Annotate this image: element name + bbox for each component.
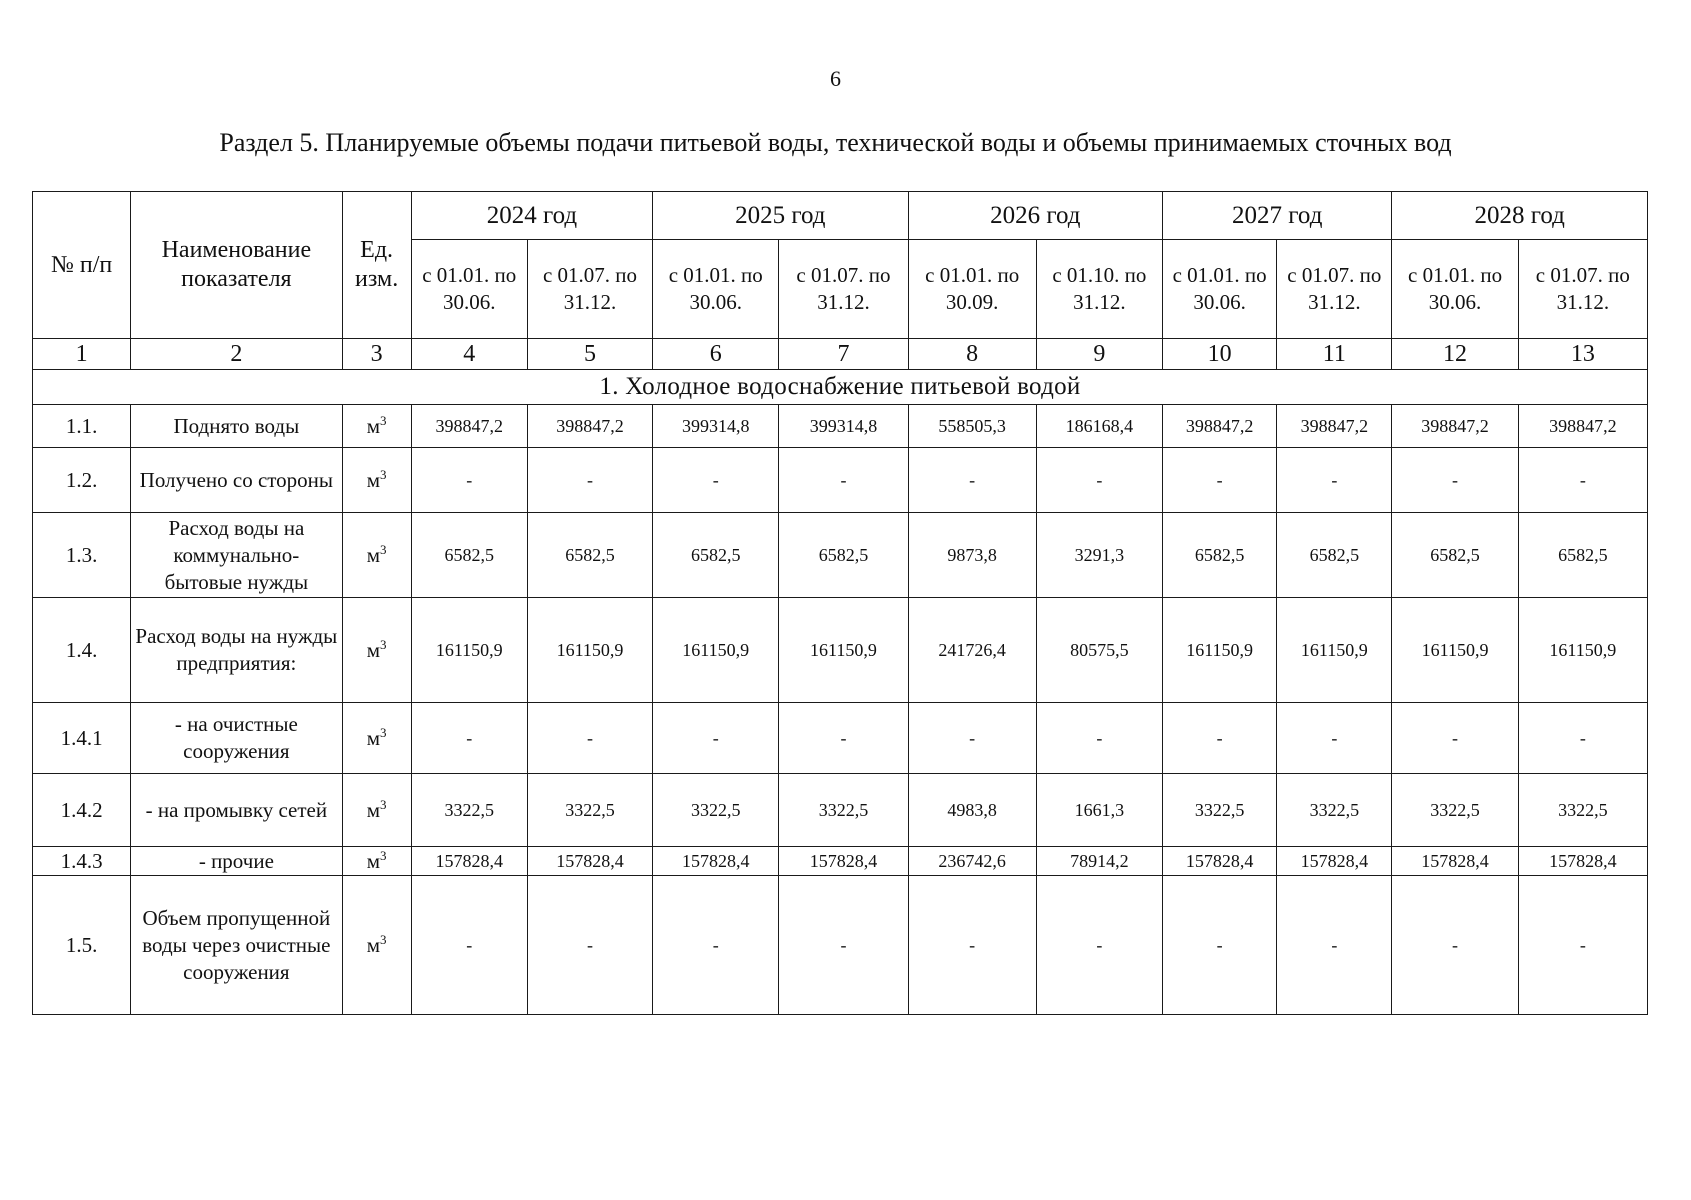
unit-exponent: 3: [380, 467, 387, 482]
value-cell: 6582,5: [527, 513, 652, 598]
unit-exponent: 3: [380, 725, 387, 740]
value-cell: 3322,5: [653, 774, 779, 847]
row-name: Поднято воды: [131, 405, 342, 448]
value-cell: 3322,5: [411, 774, 527, 847]
value-cell: 3291,3: [1036, 513, 1162, 598]
table-row: [33, 703, 1648, 774]
value-cell: -: [1392, 703, 1518, 774]
value-cell: -: [1277, 448, 1392, 513]
value-cell: 4983,8: [908, 774, 1036, 847]
header-year-2028: 2028 год: [1392, 192, 1648, 240]
value-cell: 3322,5: [779, 774, 908, 847]
unit-base: м: [366, 543, 380, 567]
header-unit: Ед. изм.: [342, 192, 411, 339]
row-name: - на промывку сетей: [131, 774, 342, 847]
row-code: 1.4.3: [33, 847, 131, 876]
value-cell: 161150,9: [653, 598, 779, 703]
row-unit: [342, 405, 411, 448]
page-number: 6: [830, 66, 841, 91]
value-cell: 80575,5: [1036, 598, 1162, 703]
value-cell: -: [527, 703, 652, 774]
row-code: 1.4.: [33, 598, 131, 703]
unit-exponent: 3: [380, 542, 387, 557]
column-number: 7: [779, 339, 908, 370]
value-cell: 161150,9: [1163, 598, 1277, 703]
value-cell: -: [1518, 703, 1647, 774]
value-cell: -: [411, 448, 527, 513]
column-number: 8: [908, 339, 1036, 370]
value-cell: -: [1518, 876, 1647, 1015]
value-cell: -: [908, 703, 1036, 774]
value-cell: 186168,4: [1036, 405, 1162, 448]
row-code: 1.4.2: [33, 774, 131, 847]
value-cell: 161150,9: [1392, 598, 1518, 703]
header-year-2025: 2025 год: [653, 192, 908, 240]
header-name: Наименование показателя: [131, 192, 342, 339]
value-cell: 1661,3: [1036, 774, 1162, 847]
value-cell: 236742,6: [908, 847, 1036, 876]
value-cell: -: [1163, 876, 1277, 1015]
value-cell: 161150,9: [527, 598, 652, 703]
value-cell: 398847,2: [411, 405, 527, 448]
header-year-2024: 2024 год: [411, 192, 652, 240]
data-rows: [33, 405, 1648, 1015]
section-heading: 1. Холодное водоснабжение питьевой водой: [33, 370, 1648, 405]
value-cell: 3322,5: [1518, 774, 1647, 847]
value-cell: 6582,5: [1163, 513, 1277, 598]
header-period: с 01.07. по 31.12.: [527, 240, 652, 339]
water-volumes-table: [32, 191, 1648, 1015]
value-cell: 398847,2: [1518, 405, 1647, 448]
table-row: [33, 847, 1648, 876]
column-number: 4: [411, 339, 527, 370]
header-period: с 01.01. по 30.06.: [411, 240, 527, 339]
value-cell: 157828,4: [1518, 847, 1647, 876]
value-cell: 3322,5: [1163, 774, 1277, 847]
value-cell: -: [1277, 703, 1392, 774]
row-name: - на очистные сооружения: [131, 703, 342, 774]
unit-base: м: [366, 468, 380, 492]
header-period: с 01.07. по 31.12.: [1518, 240, 1647, 339]
value-cell: -: [779, 703, 908, 774]
row-code: 1.1.: [33, 405, 131, 448]
row-unit: [342, 876, 411, 1015]
unit-base: м: [366, 414, 380, 438]
column-number: 2: [131, 339, 342, 370]
value-cell: 157828,4: [1163, 847, 1277, 876]
value-cell: 6582,5: [411, 513, 527, 598]
value-cell: 6582,5: [1518, 513, 1647, 598]
value-cell: 161150,9: [1277, 598, 1392, 703]
value-cell: 3322,5: [1392, 774, 1518, 847]
section-heading-row: [33, 370, 1648, 405]
value-cell: 157828,4: [527, 847, 652, 876]
table-row: [33, 448, 1648, 513]
header-period: с 01.01. по 30.09.: [908, 240, 1036, 339]
table-row: [33, 876, 1648, 1015]
column-number: 13: [1518, 339, 1647, 370]
row-name: Расход воды на нужды предприятия:: [131, 598, 342, 703]
header-row-years: [33, 192, 1648, 240]
column-number: 9: [1036, 339, 1162, 370]
row-code: 1.2.: [33, 448, 131, 513]
value-cell: 161150,9: [411, 598, 527, 703]
unit-base: м: [366, 849, 380, 873]
table-row: [33, 405, 1648, 448]
value-cell: 3322,5: [1277, 774, 1392, 847]
unit-exponent: 3: [380, 932, 387, 947]
row-unit: [342, 448, 411, 513]
value-cell: 398847,2: [1392, 405, 1518, 448]
column-number: 12: [1392, 339, 1518, 370]
header-period: с 01.01. по 30.06.: [653, 240, 779, 339]
value-cell: 157828,4: [1392, 847, 1518, 876]
value-cell: 398847,2: [527, 405, 652, 448]
value-cell: 157828,4: [653, 847, 779, 876]
value-cell: 157828,4: [779, 847, 908, 876]
value-cell: -: [653, 448, 779, 513]
value-cell: 161150,9: [1518, 598, 1647, 703]
value-cell: 398847,2: [1277, 405, 1392, 448]
value-cell: -: [411, 876, 527, 1015]
row-name: Расход воды на коммунально-бытовые нужды: [131, 513, 342, 598]
row-name: Получено со стороны: [131, 448, 342, 513]
value-cell: -: [908, 876, 1036, 1015]
value-cell: -: [1036, 448, 1162, 513]
value-cell: -: [653, 703, 779, 774]
value-cell: 157828,4: [411, 847, 527, 876]
value-cell: 6582,5: [653, 513, 779, 598]
row-unit: [342, 847, 411, 876]
unit-base: м: [366, 638, 380, 662]
value-cell: 6582,5: [779, 513, 908, 598]
unit-base: м: [366, 933, 380, 957]
row-unit: [342, 598, 411, 703]
column-number: 10: [1163, 339, 1277, 370]
value-cell: -: [1036, 876, 1162, 1015]
row-code: 1.4.1: [33, 703, 131, 774]
value-cell: -: [908, 448, 1036, 513]
value-cell: -: [527, 448, 652, 513]
unit-base: м: [366, 726, 380, 750]
value-cell: -: [1277, 876, 1392, 1015]
header-period: с 01.07. по 31.12.: [1277, 240, 1392, 339]
value-cell: -: [1163, 448, 1277, 513]
unit-base: м: [366, 798, 380, 822]
header-period: с 01.01. по 30.06.: [1163, 240, 1277, 339]
column-number-row: [33, 339, 1648, 370]
value-cell: -: [1036, 703, 1162, 774]
unit-exponent: 3: [380, 848, 387, 863]
value-cell: -: [1392, 448, 1518, 513]
value-cell: -: [1392, 876, 1518, 1015]
row-unit: [342, 774, 411, 847]
column-number: 1: [33, 339, 131, 370]
table-row: [33, 774, 1648, 847]
row-code: 1.3.: [33, 513, 131, 598]
value-cell: -: [1163, 703, 1277, 774]
value-cell: 157828,4: [1277, 847, 1392, 876]
value-cell: 161150,9: [779, 598, 908, 703]
row-name: - прочие: [131, 847, 342, 876]
value-cell: -: [1518, 448, 1647, 513]
header-year-2027: 2027 год: [1163, 192, 1392, 240]
value-cell: 241726,4: [908, 598, 1036, 703]
section-title: Раздел 5. Планируемые объемы подачи питьевой воды, технической воды и объемы принимаемых сточных вод: [219, 128, 1452, 157]
value-cell: 78914,2: [1036, 847, 1162, 876]
value-cell: 399314,8: [653, 405, 779, 448]
value-cell: 9873,8: [908, 513, 1036, 598]
column-number: 6: [653, 339, 779, 370]
value-cell: 398847,2: [1163, 405, 1277, 448]
row-name: Объем пропущенной воды через очистные сооружения: [131, 876, 342, 1015]
column-number: 11: [1277, 339, 1392, 370]
column-number: 5: [527, 339, 652, 370]
column-number: 3: [342, 339, 411, 370]
value-cell: 3322,5: [527, 774, 652, 847]
value-cell: 6582,5: [1392, 513, 1518, 598]
value-cell: -: [779, 876, 908, 1015]
value-cell: -: [779, 448, 908, 513]
value-cell: -: [653, 876, 779, 1015]
unit-exponent: 3: [380, 637, 387, 652]
value-cell: 6582,5: [1277, 513, 1392, 598]
header-num: № п/п: [33, 192, 131, 339]
row-unit: [342, 513, 411, 598]
value-cell: 558505,3: [908, 405, 1036, 448]
unit-exponent: 3: [380, 797, 387, 812]
header-period: с 01.10. по 31.12.: [1036, 240, 1162, 339]
table-row: [33, 513, 1648, 598]
header-year-2026: 2026 год: [908, 192, 1162, 240]
value-cell: -: [411, 703, 527, 774]
row-unit: [342, 703, 411, 774]
row-code: 1.5.: [33, 876, 131, 1015]
table-row: [33, 598, 1648, 703]
header-period: с 01.07. по 31.12.: [779, 240, 908, 339]
value-cell: -: [527, 876, 652, 1015]
unit-exponent: 3: [380, 413, 387, 428]
value-cell: 399314,8: [779, 405, 908, 448]
header-period: с 01.01. по 30.06.: [1392, 240, 1518, 339]
